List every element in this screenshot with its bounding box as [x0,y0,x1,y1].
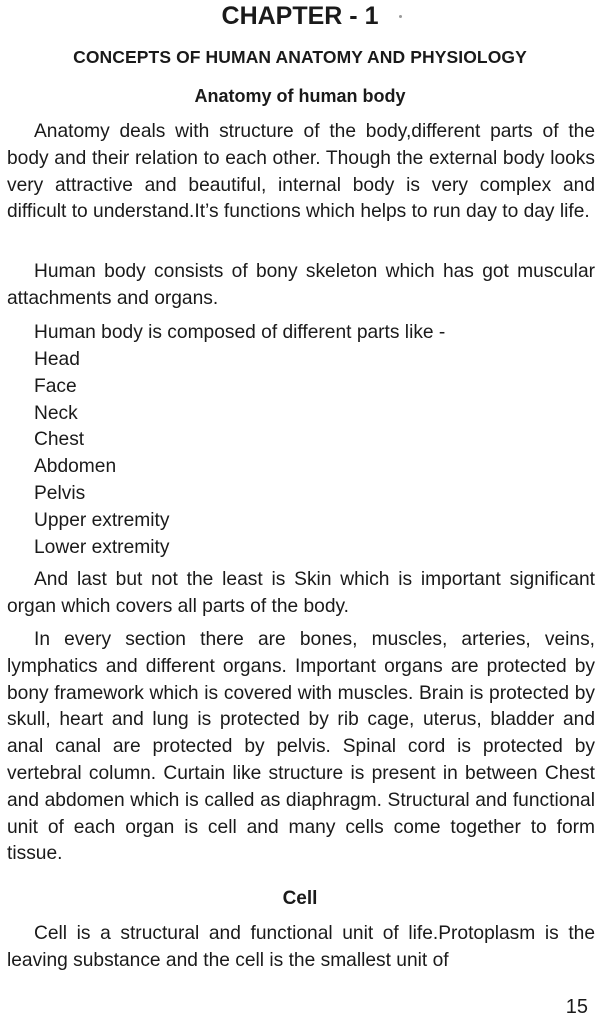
paragraph-bony-skeleton: Human body consists of bony skeleton which has got muscular attachments and organs. [7,261,595,309]
paragraph-skin: And last but not the least is Skin which is important significant organ which covers all parts of the body. [7,569,595,617]
section-heading-anatomy: Anatomy of human body [194,86,406,106]
list-item: Abdomen [34,456,117,478]
list-item: Chest [34,429,85,451]
list-item: Face [34,375,77,397]
list-item: Lower extremity [34,536,170,558]
paragraph-protection: In every section there are bones, muscles, arteries, veins, lymphatics and different organs. Important organs are protected by bony framework which is covered with muscles. Brain is protected by skull, heart and lung is protected by rib cage, uterus, bladder and anal canal are protected by pelvis. Spinal cord is protected by vertebral column. Curtain like structure is present in between Chest and abdomen which is called as diaphragm. Structural and functional unit of each organ is cell and many cells come together to form tissue. [7,629,595,865]
list-item: Neck [34,402,78,424]
paragraph-body-parts-intro: Human body is composed of different parts like - [34,322,446,343]
list-item: Upper extremity [34,509,170,531]
section-heading-cell: Cell [282,888,318,909]
chapter-heading: CHAPTER - 1 [221,2,379,30]
body-parts-list [34,347,169,561]
page-number: 15 [565,996,588,1018]
list-item: Pelvis [34,482,86,504]
list-item: Head [34,349,80,370]
paragraph-cell: Cell is a structural and functional unit of life.Protoplasm is the leaving substance and the cell is the smallest unit of [7,923,595,971]
paragraph-anatomy-definition: Anatomy deals with structure of the body,different parts of the body and their relation to each other. Though the external body looks very attractive and beautiful, internal body is very complex and difficult to understand.It’s functions which helps to run day to day life. [7,121,595,223]
chapter-title: CONCEPTS OF HUMAN ANATOMY AND PHYSIOLOGY [73,47,527,67]
